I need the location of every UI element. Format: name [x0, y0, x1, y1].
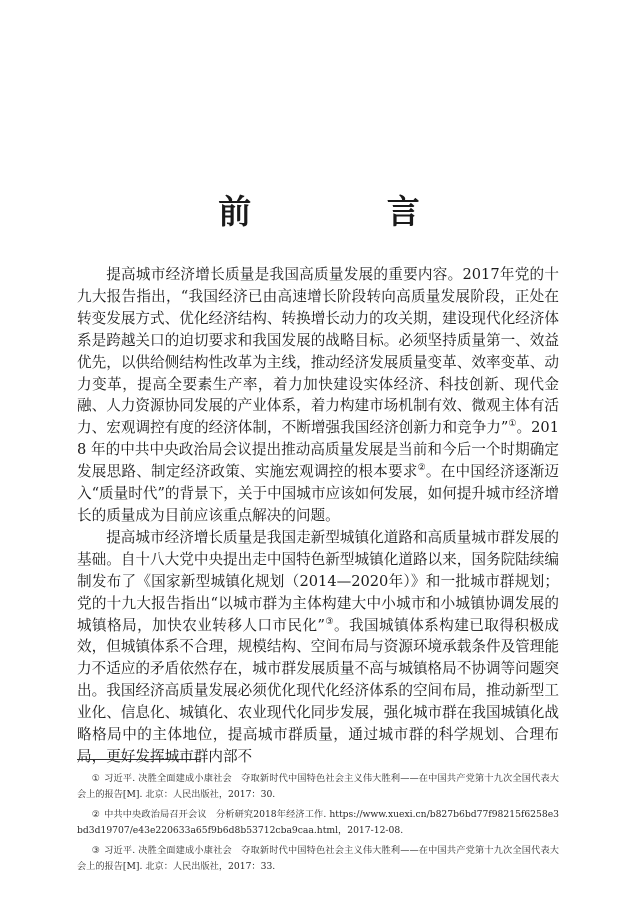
- paragraph-text: 。2018 年的中共中央政治局会议提出推动高质量发展是当前和今后一个时期确定发展思路、制定经济政策、实施宏观调控的根本要求: [77, 419, 559, 481]
- footnote-text: 习近平. 决胜全面建成小康社会 夺取新时代中国特色社会主义伟大胜利——在中国共产党第十九次全国代表大会上的报告[M]. 北京：人民出版社，2017：33.: [77, 845, 559, 872]
- paragraph-text: 提高城市经济增长质量是我国高质量发展的重要内容。2017年党的十九大报告指出，“我国经济已由高速增长阶段转向高质量发展阶段，正处在转变发展方式、优化经济结构、转换增长动力的攻关期，建设现代化经济体系是跨越关口的迫切要求和我国发展的战略目标。必须坚持质量第一、效益优先，以供给侧结构性改革为主线，推动经济发展质量变革、效率变革、动力变革，提高全要素生产率，着力加快建设实体经济、科技创新、现代金融、人力资源协同发展的产业体系，着力构建市场机制有效、微观主体有活力、宏观调控有度的经济体制，不断增强我国经济创新力和竞争力”: [77, 266, 559, 437]
- footnotes: [77, 771, 559, 879]
- footnote-text: 习近平. 决胜全面建成小康社会 夺取新时代中国特色社会主义伟大胜利——在中国共产党第十九次全国代表大会上的报告[M]. 北京：人民出版社，2017：30.: [77, 773, 559, 800]
- footnote: [77, 807, 559, 839]
- footnote-reference[interactable]: ③: [324, 616, 334, 627]
- page-title: 前 言: [218, 192, 482, 232]
- footnote-separator: [77, 759, 201, 760]
- footnote: [77, 771, 559, 803]
- footnote-reference[interactable]: ①: [508, 419, 517, 430]
- paragraph-text: 。在中国经济逐渐迈入“质量时代”的背景下，关于中国城市应该如何发展，如何提升城市经济增长的质量成为目前应该重点解决的问题。: [77, 463, 559, 524]
- paragraph-text: 提高城市经济增长质量是我国走新型城镇化道路和高质量城市群发展的基础。自十八大党中央提出走中国特色新型城镇化道路以来，国务院陆续编制发布了《国家新型城镇化规划（2014—2020年）》和一批城市群规划；党的十九大报告指出“以城市群为主体构建大中小城市和小城镇协调发展的城镇格局，加快农业转移人口市民化”: [77, 528, 559, 634]
- footnote: [77, 843, 559, 875]
- footnote-mark: ①: [91, 773, 101, 784]
- footnote-reference[interactable]: ②: [417, 463, 426, 474]
- footnote-mark: ③: [91, 845, 101, 856]
- paragraph: [77, 527, 559, 768]
- footnote-text: 中共中央政治局召开会议 分析研究2018年经济工作. https://www.xuexi.cn/b827b6bd77f98215f6258e3bd3d19707/e43e220633a65f9b6d8b53712cba9caa.html，2017-12-08.: [77, 809, 559, 836]
- paragraph-text: 。我国城镇体系构建已取得积极成效，但城镇体系不合理，规模结构、空间布局与资源环境承载条件及管理能力不适应的矛盾依然存在，城市群发展质量不高与城镇格局不协调等问题突出。我国经济高质量发展必须优化现代化经济体系的空间布局，推动新型工业化、信息化、城镇化、农业现代化同步发展，强化城市群在我国城镇化战略格局中的主体地位，提高城市群质量，通过城市群的科学规划、合理布局，更好发挥城市群内部不: [77, 616, 559, 765]
- footnote-mark: ②: [91, 809, 101, 820]
- paragraph: [77, 264, 559, 527]
- body-text: [77, 264, 559, 768]
